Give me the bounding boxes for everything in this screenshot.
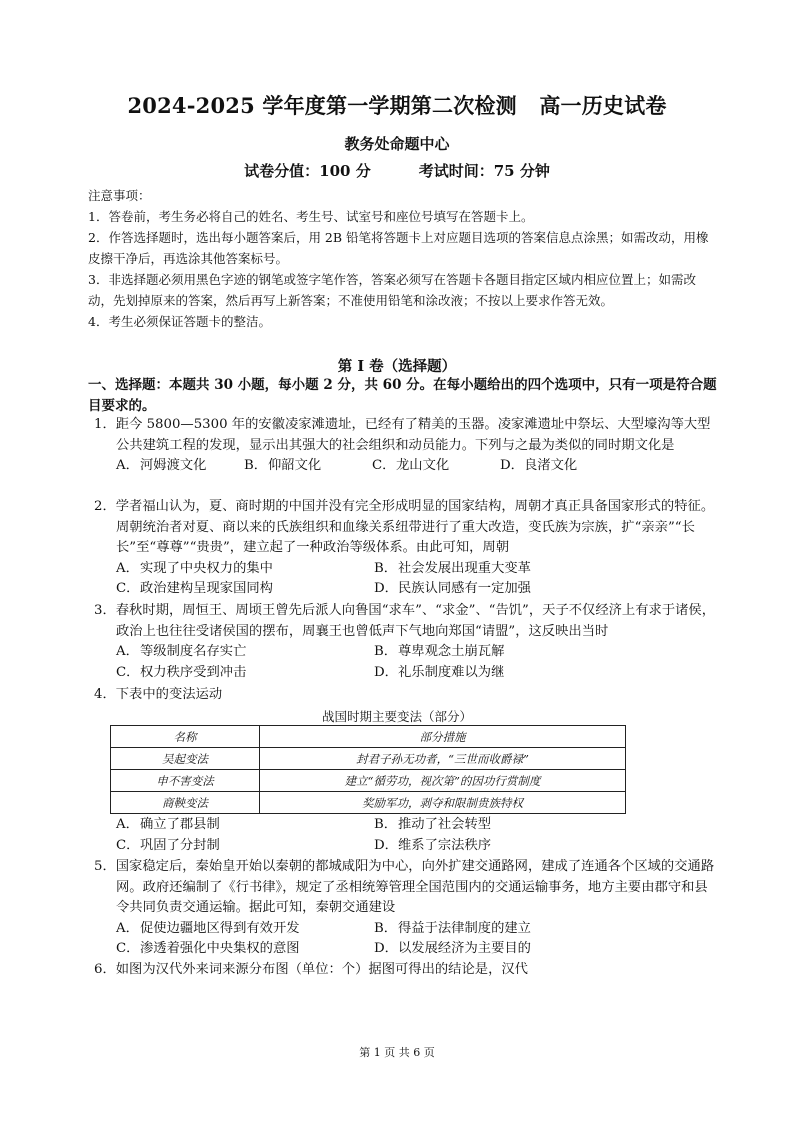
notes: [88, 185, 718, 332]
option-c[interactable]: C．龙山文化: [372, 458, 450, 473]
options: [94, 642, 716, 683]
page-footer: 第 1 页 共 6 页: [359, 1046, 435, 1059]
options: [94, 456, 716, 477]
question-stem: 6．如图为汉代外来词来源分布图（单位：个）据图可得出的结论是，汉代: [94, 962, 528, 977]
exam-title: 2024-2025 学年度第一学期第二次检测 高一历史试卷: [127, 93, 667, 118]
note-item: 3．非选择题必须用黑色字迹的钢笔或签字笔作答，答案必须写在答题卡各题目指定区域内相应位置上；如需改动，先划掉原来的答案，然后再写上新答案；不准使用铅笔和涂改液；不按以上要求作答无效。: [88, 272, 696, 308]
table-row: [111, 748, 626, 770]
reform-table: [110, 725, 626, 814]
option-d[interactable]: D．维系了宗法秩序: [374, 837, 492, 853]
option-b[interactable]: B．社会发展出现重大变革: [374, 560, 531, 576]
exam-meta: [0, 160, 794, 181]
question-4-options: [94, 815, 716, 856]
question-3: [94, 601, 716, 683]
time-info: 考试时间：75 分钟: [418, 162, 550, 180]
table-cell: 封君子孙无功者，“三世而收爵禄”: [260, 748, 626, 770]
table-caption: 战国时期主要变法（部分）: [321, 709, 472, 724]
option-b[interactable]: B．得益于法律制度的建立: [374, 920, 531, 936]
question-stem: 2．学者福山认为，夏、商时期的中国并没有完全形成明显的国家结构，周朝才真正具备国家形式的特征。周朝统治者对夏、商以来的氏族组织和血缘关系纽带进行了重大改造，变氏族为宗族，扩“亲亲”“长长”至“尊尊”“贵贵”，建立起了一种政治等级体系。由此可知，周朝: [94, 499, 715, 555]
question-stem: 3．春秋时期，周恒王、周顷王曾先后派人向鲁国“求车”、“求金”、“告饥”，天子不仅经济上有求于诸侯，政治上也往往受诸侯国的摆布，周襄王也曾低声下气地向郑国“请盟”，这反映出当时: [94, 603, 716, 639]
option-d[interactable]: D．民族认同感有一定加强: [374, 581, 531, 596]
question-1: [94, 415, 716, 477]
table-cell: 奖励军功，剥夺和限制贵族特权: [260, 792, 626, 814]
option-d[interactable]: D．礼乐制度难以为继: [374, 664, 505, 680]
table-cell: 吴起变法: [111, 748, 260, 770]
option-c[interactable]: C．巩固了分封制: [116, 837, 220, 853]
question-6: [94, 960, 716, 981]
table-cell: 建立“循劳功，视次第”的因功行赏制度: [260, 770, 626, 792]
column-header: 名称: [111, 726, 260, 748]
table-row: [111, 792, 626, 814]
option-b[interactable]: B．仰韶文化: [244, 458, 322, 473]
options: [94, 559, 716, 600]
options: [94, 919, 716, 960]
note-item: 1．答卷前，考生务必将自己的姓名、考生号、试室号和座位号填写在答题卡上。: [88, 209, 534, 224]
section-title: 第 Ⅰ 卷（选择题）: [337, 358, 457, 375]
option-c[interactable]: C．政治建构呈现家国同构: [116, 581, 273, 596]
option-c[interactable]: C．权力秩序受到冲击: [116, 664, 247, 680]
part-heading: 一、选择题：本题共 30 小题，每小题 2 分，共 60 分。在每小题给出的四个选项中，只有一项是符合题目要求的。: [88, 377, 717, 414]
option-a[interactable]: A．确立了郡县制: [116, 817, 220, 832]
option-a[interactable]: A．实现了中央权力的集中: [116, 560, 273, 576]
question-2: [94, 497, 716, 600]
note-item: 2．作答选择题时，选出每小题答案后，用 2B 铅笔将答题卡上对应题目选项的答案信息点涂黑；如需改动，用橡皮擦干净后，再选涂其他答案标号。: [88, 230, 709, 266]
question-4: [94, 685, 716, 706]
option-a[interactable]: A．促使边疆地区得到有效开发: [116, 920, 300, 936]
option-d[interactable]: D．以发展经济为主要目的: [374, 941, 531, 956]
question-5: [94, 857, 716, 960]
column-header: 部分措施: [260, 726, 626, 748]
option-d[interactable]: D．良渚文化: [500, 458, 578, 473]
table-cell: 申不害变法: [111, 770, 260, 792]
table-header-row: [111, 726, 626, 748]
notes-heading: 注意事项：: [88, 188, 151, 203]
table-row: [111, 770, 626, 792]
question-stem: 4．下表中的变法运动: [94, 687, 223, 702]
question-stem: 1．距今 5800—5300 年的安徽凌家滩遗址，已经有了精美的玉器。凌家滩遗址中祭坛、大型壕沟等大型公共建筑工程的发现，显示出其强大的社会组织和动员能力。下列与之最为类似的同时期文化是: [94, 417, 711, 453]
question-stem: 5．国家稳定后，秦始皇开始以秦朝的都城咸阳为中心，向外扩建交通路网，建成了连通各个区域的交通路网。政府还编制了《行书律》，规定了丞相统筹管理全国范围内的交通运输事务，地方主要由郡守和县令共同负责交通运输。据此可知，秦朝交通建设: [94, 859, 715, 915]
options: [94, 815, 716, 856]
table-cell: 商鞅变法: [111, 792, 260, 814]
option-a[interactable]: A．河姆渡文化: [116, 458, 207, 473]
score-info: 试卷分值：100 分: [244, 162, 371, 180]
option-a[interactable]: A．等级制度名存实亡: [116, 644, 247, 659]
note-item: 4．考生必须保证答题卡的整洁。: [88, 314, 271, 329]
option-c[interactable]: C．渗透着强化中央集权的意图: [116, 941, 300, 956]
option-b[interactable]: B．推动了社会转型: [374, 817, 492, 832]
issuer: 教务处命题中心: [344, 135, 450, 153]
option-b[interactable]: B．尊卑观念土崩瓦解: [374, 644, 505, 659]
